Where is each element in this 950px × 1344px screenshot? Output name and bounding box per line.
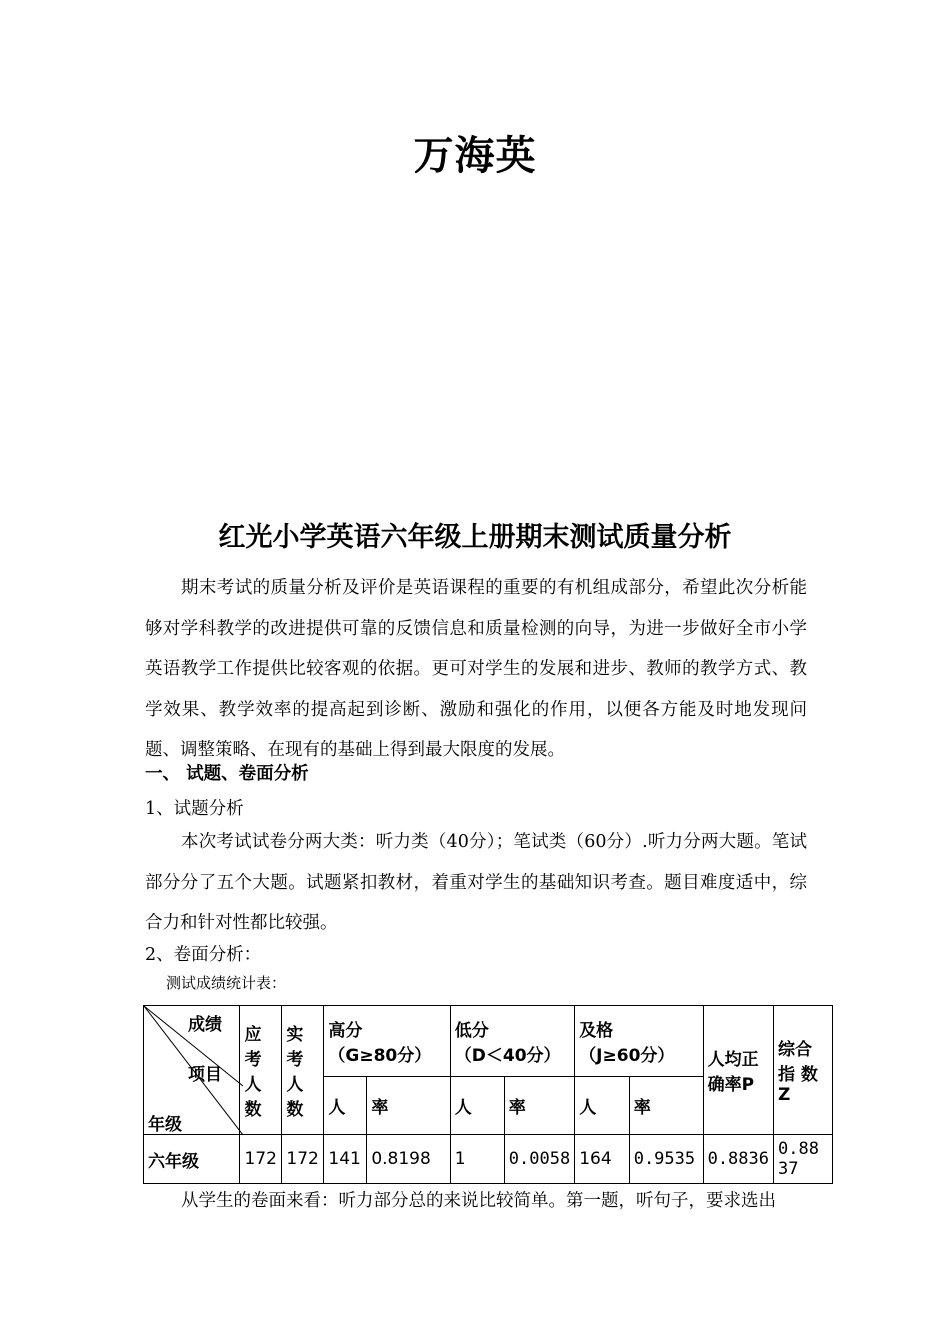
header-high-score (324, 1006, 450, 1077)
cell-grade: 六年级 (144, 1135, 240, 1184)
header-actual: 实考人数 (282, 1006, 324, 1135)
header-index: 综合指 数Z (774, 1006, 833, 1135)
table-row (144, 1135, 833, 1184)
cell-pass-rate: 0.9535 (629, 1135, 703, 1184)
cell-high-rate: 0.8198 (367, 1135, 450, 1184)
header-avg-rate: 人均正确率P (703, 1006, 773, 1135)
header-pass (575, 1006, 703, 1077)
cell-low-people: 1 (450, 1135, 504, 1184)
header-expected: 应考人数 (240, 1006, 282, 1135)
header-low-rate: 率 (504, 1077, 574, 1135)
diagonal-header-cell (144, 1006, 240, 1135)
intro-paragraph: 期末考试的质量分析及评价是英语课程的重要的有机组成部分，希望此次分析能够对学科教学的改进提供可靠的反馈信息和质量检测的向导，为进一步做好全市小学英语教学工作提供比较客观的依据。更可对学生的发展和进步、教师的教学方式、教学效果、教学效率的提高起到诊断、激励和强化的作用，以便各方能及时地发现问题、调整策略、在现有的基础上得到最大限度的发展。 (145, 578, 807, 760)
document-title: 红光小学英语六年级上册期末测试质量分析 (218, 522, 732, 553)
author-name: 万海英 (413, 133, 537, 179)
cell-expected: 172 (240, 1135, 282, 1184)
low-condition: （D＜40分） (454, 1046, 561, 1066)
pass-condition: （J≥60分） (579, 1046, 675, 1066)
header-pass-people: 人 (575, 1077, 630, 1135)
section-heading: 一、 试题、卷面分析 (145, 764, 309, 784)
pass-label: 及格 (579, 1021, 614, 1041)
low-label: 低分 (454, 1021, 489, 1041)
cell-avg-rate: 0.8836 (703, 1135, 773, 1184)
diag-label-score: 成绩 (188, 1015, 222, 1035)
high-label: 高分 (328, 1021, 363, 1041)
cell-low-rate: 0.0058 (504, 1135, 574, 1184)
high-condition: （G≥80分） (328, 1046, 432, 1066)
header-high-rate: 率 (367, 1077, 450, 1135)
score-statistics-table (143, 1005, 833, 1184)
cell-actual: 172 (282, 1135, 324, 1184)
diag-label-grade: 年级 (148, 1115, 182, 1135)
header-low-score (450, 1006, 574, 1077)
cell-index: 0.8837 (774, 1135, 833, 1184)
subheading-paper-analysis: 2、卷面分析： (145, 945, 262, 965)
subheading-question-analysis: 1、试题分析 (145, 799, 244, 819)
after-table-paragraph: 从学生的卷面来看：听力部分总的来说比较简单。第一题，听句子，要求选出 (181, 1191, 776, 1211)
header-high-people: 人 (324, 1077, 367, 1135)
header-pass-rate: 率 (629, 1077, 703, 1135)
diag-label-item: 项目 (188, 1065, 222, 1085)
header-low-people: 人 (450, 1077, 504, 1135)
cell-pass-people: 164 (575, 1135, 630, 1184)
question-analysis-paragraph: 本次考试试卷分两大类：听力类（40分）；笔试类（60分）.听力分两大题。笔试部分分了五个大题。试题紧扣教材，着重对学生的基础知识考查。题目难度适中，综合力和针对性都比较强。 (145, 832, 807, 933)
cell-high-people: 141 (324, 1135, 367, 1184)
table-caption: 测试成绩统计表： (166, 974, 287, 992)
